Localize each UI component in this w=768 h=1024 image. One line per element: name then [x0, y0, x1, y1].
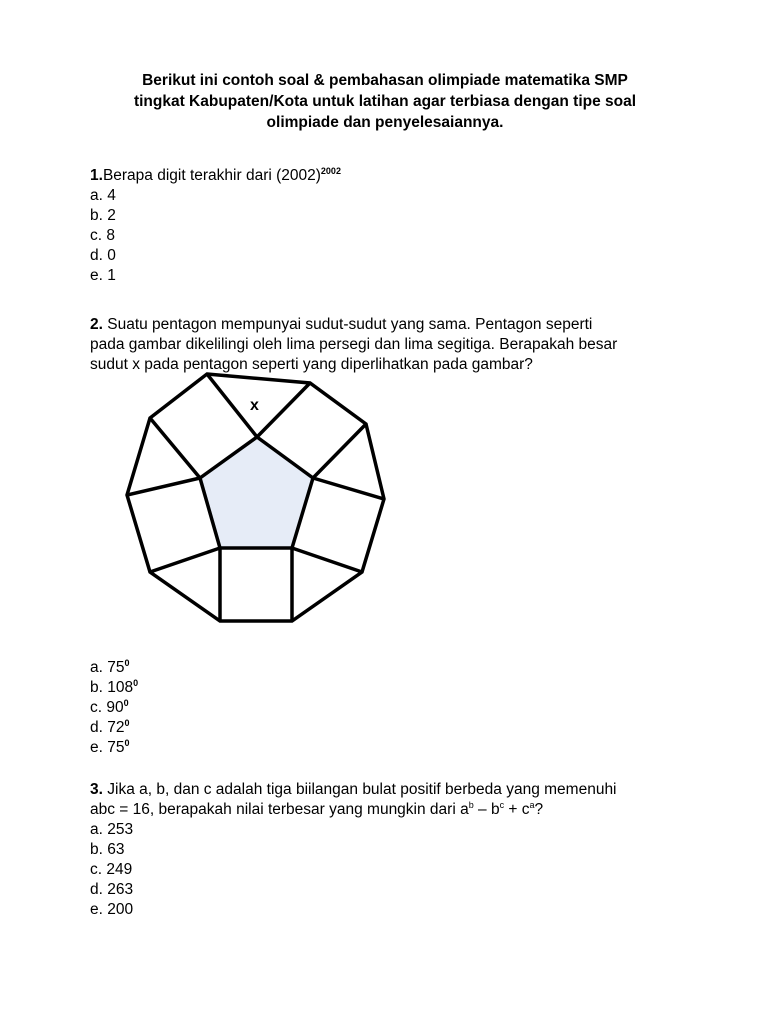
title-line-2: tingkat Kabupaten/Kota untuk latihan agar terbiasa dengan tipe soal [133, 93, 637, 110]
question-1-stem [90, 166, 341, 186]
spoke-8 [150, 548, 220, 572]
spoke-9 [127, 478, 200, 495]
superscript-c: c [499, 800, 505, 810]
spoke-5 [292, 548, 362, 572]
document-title [90, 70, 680, 133]
option-b: b. $108^0$ [90, 678, 139, 696]
spoke-3 [313, 424, 366, 478]
option-a: a. 253 [90, 821, 134, 838]
superscript-a: a [529, 800, 535, 810]
option-c: c. 8 [90, 227, 115, 244]
title-line-3: olimpiade dan penyelesaiannya. [266, 114, 504, 131]
question-2-line-2: pada gambar dikelilingi oleh lima persegi dan lima segitiga. Berapakah besar [90, 336, 618, 353]
option-d: d. 263 [90, 881, 134, 898]
option-a: a. $75^0$ [90, 658, 130, 676]
degree-symbol: 0 [133, 678, 139, 688]
question-2-options [90, 658, 138, 758]
question-1-text: Berapa digit terakhir dari (2002) [102, 167, 321, 184]
option-d: d. 0 [90, 247, 116, 264]
question-2-line-3: sudut x pada pentagon seperti yang diperlihatkan pada gambar? [90, 356, 533, 373]
question-1 [90, 166, 341, 286]
question-2-text-1: Suatu pentagon mempunyai sudut-sudut yang sama. Pentagon seperti [102, 316, 593, 333]
degree-symbol: 0 [124, 658, 130, 668]
question-3-options [90, 820, 617, 920]
question-3-line-2: abc = 16, berapakah nilai terbesar yang mungkin dari $a^b - b^c + c^a$? [90, 800, 544, 818]
degree-symbol: 0 [123, 698, 129, 708]
option-b: b. 2 [90, 207, 116, 224]
option-e: e. 1 [90, 267, 116, 284]
spoke-4 [313, 478, 384, 499]
question-1-exponent: 2002 [320, 166, 341, 176]
option-c: c. 249 [90, 861, 133, 878]
option-a: a. 4 [90, 187, 116, 204]
title-line-1: Berikut ini contoh soal & pembahasan olimpiade matematika SMP [142, 72, 628, 89]
superscript-b: b [468, 800, 474, 810]
degree-symbol: 0 [124, 718, 130, 728]
option-d: d. $72^0$ [90, 718, 130, 736]
degree-symbol: 0 [124, 738, 130, 748]
question-2-number: 2. [90, 316, 103, 333]
option-e: e. $75^0$ [90, 738, 130, 756]
angle-x-label: x [250, 397, 259, 414]
question-3-number: 3. [90, 781, 103, 798]
option-e: e. 200 [90, 901, 134, 918]
spoke-2 [257, 383, 310, 437]
spoke-10 [150, 418, 200, 478]
question-1-options [90, 186, 341, 286]
option-b: b. 63 [90, 841, 125, 858]
question-2-line-1 [90, 315, 617, 335]
question-3-line-1 [90, 780, 617, 800]
question-3 [90, 780, 617, 920]
question-3-text-1: Jika a, b, dan c adalah tiga biilangan bulat positif berbeda yang memenuhi [102, 781, 617, 798]
question-1-number: 1. [90, 167, 103, 184]
pentagon-figure [118, 366, 398, 630]
option-c: c. $90^0$ [90, 698, 129, 716]
